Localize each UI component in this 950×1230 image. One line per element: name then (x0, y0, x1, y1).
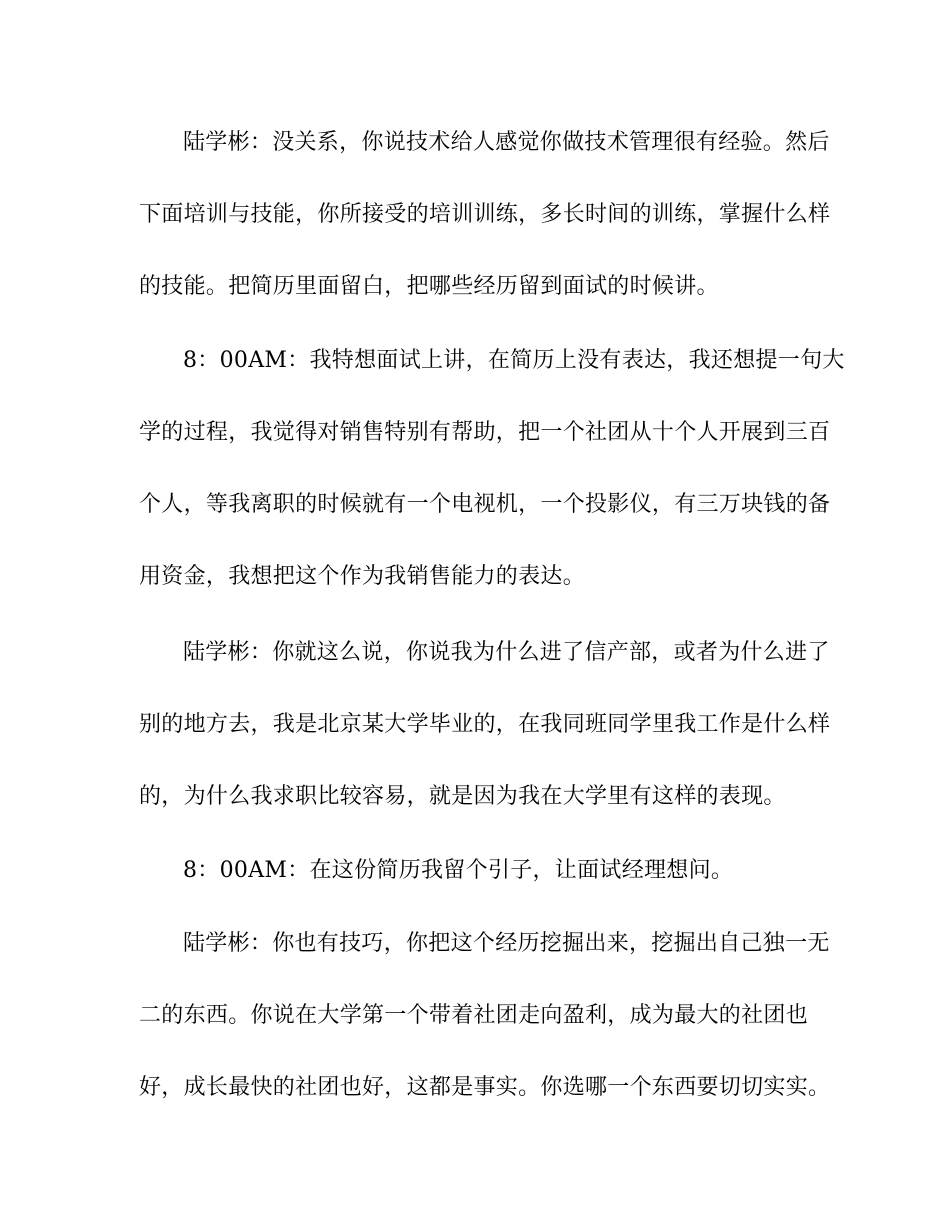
paragraph-5 (139, 908, 831, 1124)
paragraph-3 (139, 617, 831, 833)
paragraph-4 (139, 835, 819, 907)
paragraph-line: 陆学彬：你也有技巧，你把这个经历挖掘出来，挖掘出自己独一无 (183, 931, 830, 956)
paragraph-line: 8：00AM：我特想面试上讲，在简历上没有表达，我还想提一句大 (183, 348, 845, 373)
paragraph-line: 陆学彬：没关系，你说技术给人感觉你做技术管理很有经验。然后 (183, 130, 830, 155)
paragraph-line: 个人，等我离职的时候就有一个电视机，一个投影仪，有三万块钱的备 (139, 492, 831, 517)
paragraph-line: 的，为什么我求职比较容易，就是因为我在大学里有这样的表现。 (139, 784, 786, 809)
paragraph-line: 别的地方去，我是北京某大学毕业的，在我同班同学里我工作是什么样 (139, 712, 831, 737)
paragraph-line: 8：00AM：在这份简历我留个引子，让面试经理想问。 (183, 858, 734, 883)
paragraph-line: 用资金，我想把这个作为我销售能力的表达。 (139, 564, 586, 589)
paragraph-2 (139, 325, 845, 613)
paragraph-line: 的技能。把简历里面留白，把哪些经历留到面试的时候讲。 (139, 274, 719, 299)
paragraph-line: 陆学彬：你就这么说，你说我为什么进了信产部，或者为什么进了 (183, 640, 830, 665)
paragraph-line: 下面培训与技能，你所接受的培训训练，多长时间的训练，掌握什么样 (139, 202, 831, 227)
paragraph-line: 二的东西。你说在大学第一个带着社团走向盈利，成为最大的社团也 (139, 1003, 809, 1028)
paragraph-line: 学的过程，我觉得对销售特别有帮助，把一个社团从十个人开展到三百 (139, 420, 831, 445)
paragraph-line: 好，成长最快的社团也好，这都是事实。你选哪一个东西要切切实实。 (139, 1075, 831, 1100)
paragraph-1 (139, 107, 831, 323)
